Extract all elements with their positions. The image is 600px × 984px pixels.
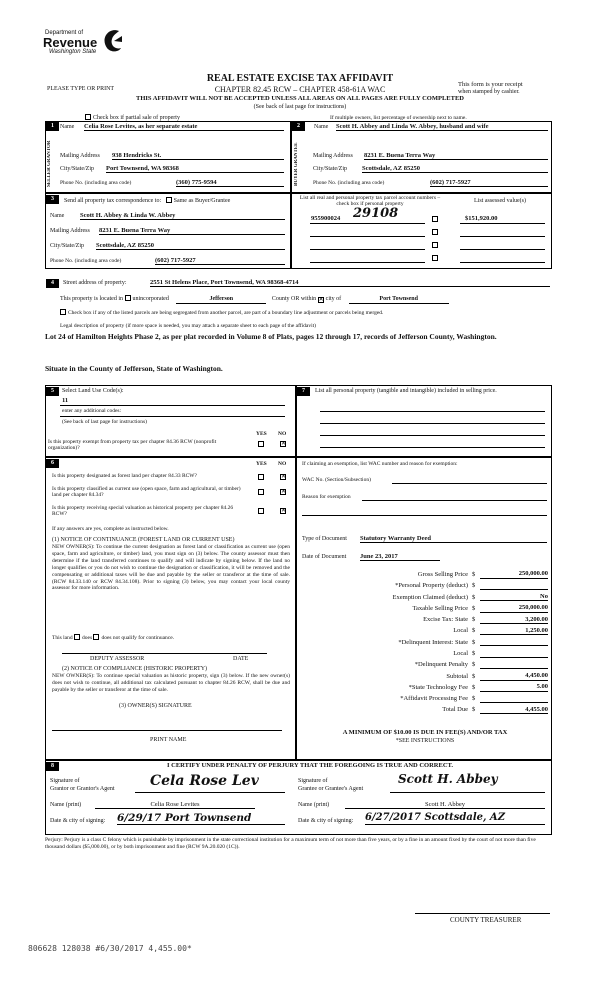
- calc-label: Taxable Selling Price: [412, 604, 468, 612]
- seller-side-label: SELLER GRANTOR: [47, 140, 52, 188]
- notice2-title: (2) NOTICE OF COMPLIANCE (HISTORIC PROPERTY): [62, 666, 208, 672]
- grantee-name[interactable]: Scott H. Abbey: [345, 801, 545, 809]
- partial-sale-checkbox[interactable]: [85, 114, 91, 120]
- grantor-sig-label-2: Grantor or Grantor's Agent: [50, 786, 115, 792]
- section-number-5: 5: [46, 387, 59, 396]
- tax-correspondence-row: [64, 197, 230, 205]
- assessed-line-1: [460, 223, 545, 224]
- calc-row: [300, 569, 550, 580]
- grantee-date[interactable]: 6/27/2017 Scottsdale, AZ: [365, 812, 545, 825]
- buyer-phone[interactable]: (602) 717-5927: [430, 179, 548, 187]
- city-of-label: city of: [325, 296, 342, 302]
- exempt-question: Is this property exempt from property tax per chapter 84.36 RCW (nonprofit organization)?: [48, 439, 217, 452]
- tax-name[interactable]: Scott H. Abbey & Linda W. Abbey: [80, 212, 285, 220]
- buyer-name-label: Name: [314, 124, 329, 130]
- additional-codes-line: [60, 416, 285, 417]
- partial-sale-label: Check box if partial sale of property: [93, 115, 180, 121]
- parcel-line-4: [310, 262, 425, 263]
- calc-row: [300, 603, 550, 614]
- parcels-assessed-label: List assessed value(s): [474, 198, 526, 204]
- section-number-7: 7: [297, 387, 310, 396]
- does-not-label: does not qualify for continuance.: [101, 635, 175, 641]
- unincorporated-checkbox[interactable]: [125, 295, 131, 301]
- doc-date-label: Date of Document: [302, 554, 347, 560]
- grantee-signature[interactable]: Scott H. Abbey: [398, 772, 498, 786]
- parcel-line-1: [310, 223, 425, 224]
- forest-q2-no-checkbox[interactable]: ✕: [281, 489, 287, 495]
- form-see-back: (See back of last page for instructions): [253, 104, 347, 110]
- same-as-buyer-label: Same as Buyer/Grantee: [173, 198, 231, 204]
- seller-address[interactable]: 938 Hendricks St.: [112, 152, 284, 160]
- exempt-yes-checkbox[interactable]: [258, 441, 264, 447]
- buyer-phone-label: Phone No. (including area code): [313, 180, 385, 186]
- doc-date[interactable]: June 23, 2017: [360, 553, 440, 561]
- calc-label: Total Due: [442, 706, 468, 714]
- cashier-stamp: 806628 128038 #6/30/2017 4,455.00*: [28, 944, 192, 953]
- parcel-line-3: [310, 249, 425, 250]
- situate-text[interactable]: Situate in the County of Jefferson, State of Washington.: [45, 364, 223, 373]
- seller-phone[interactable]: (360) 775-9594: [176, 179, 284, 187]
- county-treasurer: COUNTY TREASURER: [450, 916, 522, 924]
- grantor-sig-label-1: Signature of: [50, 778, 80, 784]
- land-use-code[interactable]: 11: [62, 397, 69, 404]
- additional-codes-label: enter any additional codes:: [62, 408, 122, 414]
- calc-dollar: $: [472, 604, 476, 612]
- owner-sig-line: [52, 730, 282, 731]
- does-not-qualify-checkbox[interactable]: [93, 634, 99, 640]
- calc-dollar: $: [472, 672, 476, 680]
- calc-value[interactable]: 4,450.00: [480, 672, 548, 680]
- exempt-no-checkbox[interactable]: ✕: [281, 441, 287, 447]
- seller-city[interactable]: Port Townsend, WA 98368: [106, 165, 284, 173]
- calc-label: *Delinquent Interest: State: [398, 638, 468, 646]
- forest-no: NO: [278, 461, 287, 467]
- personal-line-2: [320, 423, 545, 424]
- county-value[interactable]: Jefferson: [176, 296, 266, 304]
- forest-q3: Is this property receiving special valuation as historical property per chapter 84.26 RCW?: [52, 505, 234, 518]
- personal-property-label: List all personal property (tangible and intangible) included in selling price.: [315, 388, 497, 394]
- calc-row: [300, 592, 550, 603]
- deputy-sig-line: [62, 653, 267, 654]
- calc-row: [300, 625, 550, 636]
- perjury-text: Perjury: Perjury is a class C felony which is punishable by imprisonment in the state correctional institution for a maximum term of not more than five years, or by a fine in an amount fixed by the court of not more than five thousand dollars ($5,000.00), or by both imprisonment and fine (RCW 9A.20.020 (1C)).: [45, 837, 536, 850]
- grantor-name[interactable]: Celia Rose Levites: [95, 801, 255, 809]
- calc-row: [300, 693, 550, 704]
- print-name-label: PRINT NAME: [150, 737, 187, 743]
- section-number-4: 4: [46, 279, 59, 288]
- minimum-note: A MINIMUM OF $10.00 IS DUE IN FEE(S) AND/OR TAX: [342, 729, 508, 736]
- grantee-sig-label-2: Grantee or Grantee's Agent: [298, 786, 364, 792]
- calc-dollar: $: [472, 582, 476, 590]
- notice1-title: (1) NOTICE OF CONTINUANCE (FOREST LAND OR CURRENT USE): [52, 537, 235, 543]
- calc-value[interactable]: 250,000.00: [480, 604, 548, 612]
- tax-city[interactable]: Scottsdale, AZ 85250: [96, 242, 285, 250]
- parcel-assessed[interactable]: $151,920.00: [465, 215, 498, 222]
- see-instructions: *SEE INSTRUCTIONS: [395, 738, 455, 744]
- parcel-line-2: [310, 236, 425, 237]
- form-title: REAL ESTATE EXCISE TAX AFFIDAVIT: [206, 73, 394, 84]
- please-type: PLEASE TYPE OR PRINT: [47, 86, 115, 92]
- section-number-1: 1: [46, 122, 59, 131]
- calc-label: *Affidavit Processing Fee: [400, 695, 468, 703]
- forest-q3-no-checkbox[interactable]: ✕: [281, 508, 287, 514]
- calc-dollar: $: [472, 706, 476, 714]
- deputy-label: DEPUTY ASSESSOR: [90, 656, 145, 662]
- tax-correspondence-label: Send all property tax correspondence to:: [64, 198, 162, 204]
- buyer-city[interactable]: Scottsdale, AZ 85250: [362, 165, 548, 173]
- certify-text: I CERTIFY UNDER PENALTY OF PERJURY THAT THE FOREGOING IS TRUE AND CORRECT.: [166, 762, 453, 769]
- exemption-claim-label: If claiming an exemption, list WAC number and reason for exemption:: [302, 461, 458, 467]
- grantor-date[interactable]: 6/29/17 Port Townsend: [117, 812, 285, 825]
- land-does-label: This land: [52, 635, 73, 641]
- forest-box: [45, 457, 296, 760]
- calc-row: [300, 671, 550, 682]
- segregated-label: Check box if any of the listed parcels are being segregated from another parcel, are part of a boundary line adjustment or parcels being merged.: [68, 310, 384, 316]
- city-of-checkbox[interactable]: ✕: [318, 297, 324, 303]
- wac-line: [392, 483, 547, 484]
- city-value[interactable]: Port Townsend: [349, 296, 449, 304]
- calc-dollar: $: [472, 638, 476, 646]
- calc-label: Exemption Claimed (deduct): [392, 593, 468, 601]
- grantee-sig-line: [390, 792, 545, 793]
- calc-label: Excise Tax: State: [423, 616, 468, 624]
- parcel-personal-checkbox-4[interactable]: [432, 255, 438, 261]
- calc-value[interactable]: [480, 582, 548, 590]
- calc-dollar: $: [472, 570, 476, 578]
- forest-q2: Is this property classified as current use (open space, farm and agricultural, or timber) land per chapter 84.34?: [52, 486, 241, 499]
- calc-dollar: $: [472, 661, 476, 669]
- calc-value[interactable]: [480, 695, 548, 703]
- parcel-personal-checkbox-2[interactable]: [432, 229, 438, 235]
- tax-phone[interactable]: (602) 717-5927: [155, 257, 285, 265]
- calc-value[interactable]: 5.00: [480, 683, 548, 691]
- assessed-line-2: [460, 236, 545, 237]
- doc-type[interactable]: Statutory Warranty Deed: [360, 535, 547, 543]
- grantor-sig-line: [135, 792, 285, 793]
- parcel-handwritten: 29108: [353, 206, 399, 221]
- form-warning: THIS AFFIDAVIT WILL NOT BE ACCEPTED UNLESS ALL AREAS ON ALL PAGES ARE FULLY COMPLETED: [136, 95, 464, 102]
- calc-value[interactable]: 4,455.00: [480, 706, 548, 714]
- calc-row: [300, 659, 550, 670]
- calc-value[interactable]: [480, 650, 548, 658]
- buyer-city-label: City/State/Zip: [313, 166, 347, 172]
- form-chapters: CHAPTER 82.45 RCW – CHAPTER 458-61A WAC: [214, 85, 386, 94]
- segregated-checkbox[interactable]: [60, 309, 66, 315]
- calc-row: [300, 614, 550, 625]
- tax-address[interactable]: 8231 E. Buena Terra Way: [99, 227, 285, 235]
- notice1-body: NEW OWNER(S): To continue the current designation as forest land or classification as current use (open space, farm and agriculture, or timber) land, you must sign on (3) below. The county assessor must then determine if the land transferred continues to qualify and will indicate by signing below. If the land no longer qualifies or you do not wish to continue the designation or classification, it will be removed and the compensating or additional taxes will be due and payable by the seller or transferor at the time of sale. (RCW 84.33.140 or RCW 84.34.108). Prior to signing (3) below, you may contact your local county assessor for more information.: [52, 544, 290, 592]
- buyer-address[interactable]: 8231 E. Buena Terra Way: [364, 152, 548, 160]
- land-use-label: Select Land Use Code(s):: [62, 388, 124, 394]
- assessed-line-3: [460, 249, 545, 250]
- reason-line-1: [362, 500, 547, 501]
- continuance-row: [52, 634, 174, 641]
- calc-value[interactable]: No: [480, 593, 548, 601]
- calc-dollar: $: [472, 616, 476, 624]
- calc-dollar: $: [472, 683, 476, 691]
- legal-description[interactable]: Lot 24 of Hamilton Heights Phase 2, as per plat recorded in Volume 8 of Plats, pages 12 through 17, records of Jefferson County, Washington.: [45, 332, 497, 341]
- street-address[interactable]: 2551 St Helens Place, Port Townsend, WA 98368-4714: [150, 279, 550, 287]
- land-use-code-line: [60, 405, 285, 406]
- land-use-see-back: (See back of last page for instructions): [62, 419, 147, 425]
- dept-line: Department of: [45, 30, 84, 36]
- receipt-note-1: This form is your receipt: [458, 81, 523, 88]
- section-number-6: 6: [46, 459, 59, 468]
- forest-q1: Is this property designated as forest land per chapter 84.33 RCW?: [52, 473, 197, 479]
- land-use-yes: YES: [256, 431, 267, 437]
- street-label: Street address of property:: [63, 280, 127, 286]
- seller-name-label: Name: [60, 124, 75, 130]
- calc-dollar: $: [472, 627, 476, 635]
- calc-value[interactable]: 250,000.00: [480, 570, 548, 578]
- dept-name: Revenue: [43, 34, 98, 50]
- section-number-2: 2: [292, 122, 305, 131]
- parcel-account[interactable]: 955900024: [311, 215, 341, 222]
- calc-dollar: $: [472, 649, 476, 657]
- grantee-date-label: Date & city of signing:: [298, 818, 354, 824]
- receipt-note-2: when stamped by cashier.: [458, 89, 520, 95]
- calc-value[interactable]: [480, 638, 548, 646]
- calc-value[interactable]: 3,200.00: [480, 616, 548, 624]
- forest-q1-yes-checkbox[interactable]: [258, 474, 264, 480]
- calc-dollar: $: [472, 695, 476, 703]
- calc-value[interactable]: [480, 661, 548, 669]
- personal-line-4: [320, 447, 545, 448]
- county-or-label: County OR within: [271, 296, 317, 302]
- wac-label: WAC No. (Section/Subsection): [302, 477, 371, 483]
- unincorporated-label: unincorporated: [132, 296, 169, 302]
- owner-sig-label: (3) OWNER(S) SIGNATURE: [119, 703, 192, 709]
- calc-label: Subtotal: [446, 672, 468, 680]
- location-row: [60, 295, 550, 304]
- reason-label: Reason for exemption: [302, 494, 351, 500]
- seller-address-label: Mailing Address: [60, 153, 100, 159]
- legal-label: Legal description of property (if more space is needed, you may attach a separate sheet to each page of the affidavit): [60, 323, 316, 329]
- calc-dollar: $: [472, 593, 476, 601]
- calc-value[interactable]: 1,250.00: [480, 627, 548, 635]
- tax-phone-label: Phone No. (including area code): [50, 258, 122, 264]
- multiple-owners-note: If multiple owners, list percentage of ownership next to name.: [330, 115, 467, 121]
- forest-q3-yes-checkbox[interactable]: [258, 508, 264, 514]
- buyer-address-label: Mailing Address: [313, 153, 353, 159]
- land-use-no: NO: [278, 431, 287, 437]
- reason-line-2: [302, 515, 547, 516]
- section-number-8: 8: [46, 762, 59, 771]
- calc-row: [300, 637, 550, 648]
- calc-table: [300, 569, 550, 716]
- calc-label: Local: [453, 649, 468, 657]
- calc-label: Local: [453, 627, 468, 635]
- grantee-sig-label-1: Signature of: [298, 778, 328, 784]
- calc-label: *Personal Property (deduct): [395, 582, 468, 590]
- seller-city-label: City/State/Zip: [60, 166, 94, 172]
- calc-label: Gross Selling Price: [417, 570, 468, 578]
- located-in-label: This property is located in: [60, 296, 123, 302]
- dept-swoosh-icon: [101, 28, 123, 54]
- parcel-personal-checkbox-3[interactable]: [432, 242, 438, 248]
- treasurer-line: [415, 913, 550, 914]
- parcel-personal-checkbox-1[interactable]: [432, 216, 438, 222]
- does-label: does: [82, 635, 93, 641]
- dept-logo: [43, 30, 128, 68]
- doc-type-label: Type of Document: [302, 536, 347, 542]
- same-as-buyer-checkbox[interactable]: [166, 197, 172, 203]
- date-label: DATE: [233, 656, 249, 662]
- buyer-side-label: BUYER GRANTEE: [294, 142, 299, 186]
- forest-if-yes: If any answers are yes, complete as instructed below.: [52, 526, 169, 532]
- notice2-body: NEW OWNER(S): To continue special valuation as historic property, sign (3) below. If the new owner(s) does not wish to continue, all additional tax calculated pursuant to chapter 84.26 RCW, shall be due and payable by the seller or transferor at the time of sale.: [52, 673, 290, 693]
- dept-state: Washington State: [49, 48, 97, 55]
- calc-row: [300, 580, 550, 591]
- calc-row: [300, 648, 550, 659]
- forest-yes: YES: [256, 461, 267, 467]
- calc-row: [300, 705, 550, 716]
- grantee-name-label: Name (print): [298, 802, 330, 808]
- tax-name-label: Name: [50, 213, 65, 219]
- assessed-line-4: [460, 262, 545, 263]
- grantor-name-label: Name (print): [50, 802, 82, 808]
- calc-label: *State Technology Fee: [408, 683, 468, 691]
- forest-q1-no-checkbox[interactable]: ✕: [281, 474, 287, 480]
- calc-row: [300, 682, 550, 693]
- personal-line-1: [320, 411, 545, 412]
- parcels-list-label: List all real and personal property tax parcel account numbers – check box if personal property: [299, 195, 441, 208]
- grantor-signature[interactable]: Cela Rose Lev: [150, 773, 259, 789]
- personal-line-3: [320, 435, 545, 436]
- section-number-3: 3: [46, 195, 59, 204]
- does-qualify-checkbox[interactable]: [74, 634, 80, 640]
- segregated-row: [60, 309, 550, 316]
- tax-address-label: Mailing Address: [50, 228, 90, 234]
- tax-city-label: City/State/Zip: [50, 243, 84, 249]
- forest-q2-yes-checkbox[interactable]: [258, 489, 264, 495]
- seller-phone-label: Phone No. (including area code): [60, 180, 132, 186]
- calc-label: *Delinquent Penalty: [414, 661, 468, 669]
- seller-name[interactable]: Celia Rose Levites, as her separate estate: [84, 123, 284, 131]
- buyer-name[interactable]: Scott H. Abbey and Linda W. Abbey, husband and wife: [336, 123, 548, 131]
- grantor-date-label: Date & city of signing:: [50, 818, 106, 824]
